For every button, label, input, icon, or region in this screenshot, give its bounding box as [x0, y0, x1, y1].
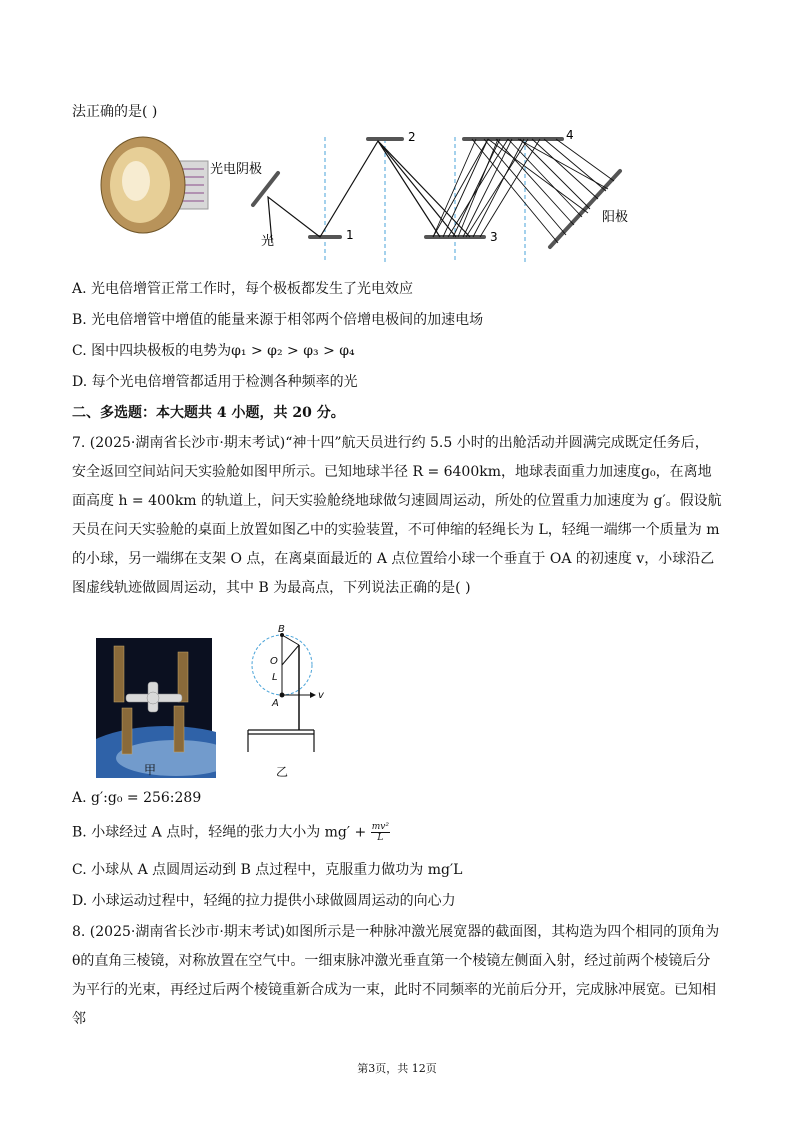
figure-yi-apparatus	[242, 620, 332, 780]
label-dynode-1: 1	[346, 228, 354, 242]
label-yi: 乙	[276, 765, 289, 779]
anode-plate	[550, 171, 620, 247]
label-v: v	[318, 690, 324, 701]
q7-option-d: D. 小球运动过程中，轻绳的拉力提供小球做圆周运动的向心力	[72, 893, 456, 909]
figure-jia-space-station	[96, 638, 216, 778]
fraction-numerator: mv²	[371, 822, 389, 832]
label-dynode-2: 2	[408, 130, 416, 144]
label-O: O	[270, 656, 278, 667]
label-B: B	[278, 624, 285, 635]
q7-option-b-text: B. 小球经过 A 点时，轻绳的张力大小为 mg′ +	[72, 824, 371, 841]
label-dynode-4: 4	[566, 128, 574, 142]
fraction	[371, 822, 390, 843]
question-intro-tail: 法正确的是( )	[72, 104, 158, 120]
q7-stem: 7. (2025·湖南省长沙市·期末考试)“神十四”航天员进行约 5.5 小时的出舱活动并圆满完成既定任务后，安全返回空间站问天实验舱如图甲所示。已知地球半径 R = 6400km，地球表面重力加速度g₀，在离地面高度 h = 400km 的轨道上，问天实验舱绕地球做匀速圆周运动，所处的位置重力加速度为 g′。假设航天员在问天实验舱的桌面上放置如图乙中的实验装置，不可伸缩的轻绳长为 L，轻绳一端绑一个质量为 m 的小球，另一端绑在支架 O 点，在离桌面最近的 A 点位置给小球一个垂直于 OA 的初速度 v，小球沿乙图虚线轨迹做圆周运动，其中 B 为最高点，下列说法正确的是( )	[72, 435, 722, 596]
q6-option-b: B. 光电倍增管中增值的能量来源于相邻两个倍增电极间的加速电场	[72, 312, 484, 328]
q8-stem: 8. (2025·湖南省长沙市·期末考试)如图所示是一种脉冲激光展宽器的截面图，其构造为四个相同的顶角为θ的直角三棱镜，对称放置在空气中。一细束脉冲激光垂直第一个棱镜左侧面入射，经过前两个棱镜后分为平行的光束，再经过后两个棱镜重新合成为一束，此时不同频率的光前后分开，完成脉冲展宽。已知相邻	[72, 924, 720, 1027]
cathode-plate	[253, 173, 278, 205]
fraction-denominator: L	[377, 833, 384, 843]
label-jia: 甲	[144, 763, 157, 777]
photomultiplier-figure	[88, 125, 648, 265]
q7-option-a: A. g′:g₀ = 256:289	[72, 790, 202, 806]
label-dynode-3: 3	[490, 230, 498, 244]
photomultiplier-photo	[101, 137, 208, 233]
label-light: 光	[261, 234, 275, 249]
label-anode: 阳极	[602, 210, 629, 225]
q7-option-c: C. 小球从 A 点圆周运动到 B 点过程中，克服重力做功为 mg′L	[72, 862, 463, 878]
q6-option-c: C. 图中四块极板的电势为φ₁ > φ₂ > φ₃ > φ₄	[72, 343, 355, 359]
q6-option-a: A. 光电倍增管正常工作时，每个极板都发生了光电效应	[72, 281, 414, 297]
section-header: 二、多选题：本大题共 4 小题，共 20 分。	[72, 405, 345, 421]
label-A: A	[272, 698, 279, 709]
label-cathode: 光电阴极	[210, 162, 263, 177]
q6-option-d: D. 每个光电倍增管都适用于检测各种频率的光	[72, 374, 358, 390]
page-footer: 第3页，共 12页	[357, 1062, 437, 1075]
q7-option-b	[72, 822, 390, 843]
label-L: L	[272, 672, 278, 683]
